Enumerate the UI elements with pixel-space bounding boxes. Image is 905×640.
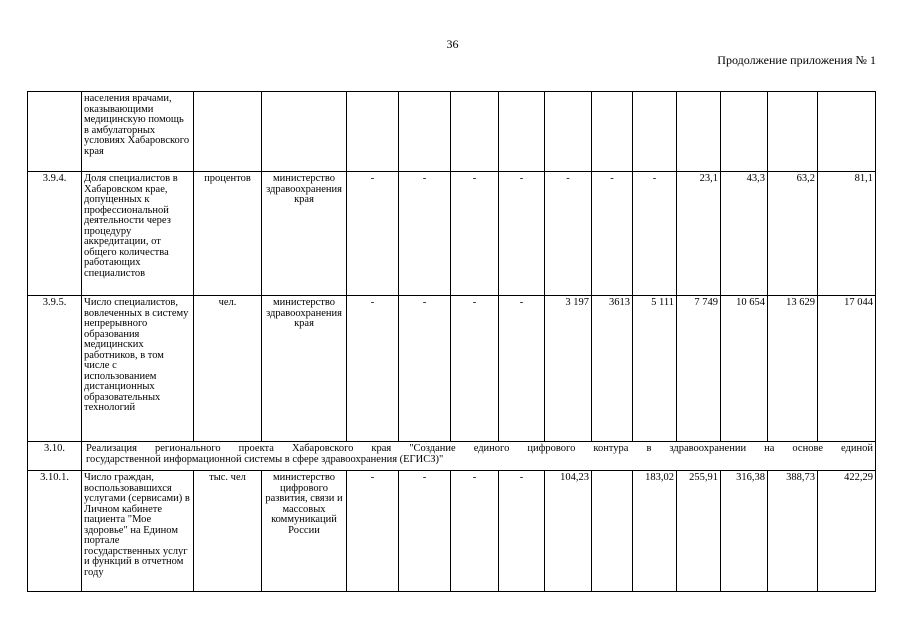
value-cell: - bbox=[633, 172, 677, 296]
value-cell: - bbox=[399, 471, 451, 592]
value-cell: 388,73 bbox=[768, 471, 818, 592]
value-cell: 43,3 bbox=[721, 172, 768, 296]
value-cell: 17 044 bbox=[818, 296, 876, 442]
unit: процентов bbox=[194, 172, 262, 296]
value-cell: 422,29 bbox=[818, 471, 876, 592]
value-cell: - bbox=[399, 172, 451, 296]
responsible: министерство здравоохранения края bbox=[262, 296, 347, 442]
value-cell: 104,23 bbox=[545, 471, 592, 592]
unit: тыс. чел bbox=[194, 471, 262, 592]
unit: чел. bbox=[194, 296, 262, 442]
continuation-label: Продолжение приложения № 1 bbox=[717, 53, 876, 67]
table-row bbox=[28, 172, 876, 296]
value-cell: - bbox=[451, 296, 499, 442]
value-cell: - bbox=[347, 172, 399, 296]
indicator-name: населения врачами, оказывающими медицинскую помощь в амбулаторных условиях Хабаровского края bbox=[82, 92, 194, 172]
value-cell: 3 197 bbox=[545, 296, 592, 442]
data-table bbox=[27, 91, 876, 592]
responsible: министерство здравоохранения края bbox=[262, 172, 347, 296]
table-row bbox=[28, 296, 876, 442]
section-title-line1: Реализация регионального проекта Хабаровского края "Создание единого цифрового контура в здравоохранении на основе единой bbox=[86, 443, 873, 454]
value-cell: 3613 bbox=[592, 296, 633, 442]
value-cell: - bbox=[451, 471, 499, 592]
value-cell: - bbox=[499, 172, 545, 296]
indicator-name: Число специалистов, вовлеченных в систему непрерывного образования медицинских работников, в том числе с использованием дистанционных образовательных технологий bbox=[82, 296, 194, 442]
table-row bbox=[28, 442, 876, 471]
responsible: министерство цифрового развития, связи и массовых коммуникаций России bbox=[262, 471, 347, 592]
indicator-name: Число граждан, воспользовавшихся услугами (сервисами) в Личном кабинете пациента "Мое здоровье" на Едином портале государственных услуг и функций в отчетном году bbox=[82, 471, 194, 592]
page-number: 36 bbox=[446, 37, 459, 51]
row-number: 3.10. bbox=[28, 442, 82, 471]
table-row bbox=[28, 92, 876, 172]
value-cell: 81,1 bbox=[818, 172, 876, 296]
value-cell bbox=[592, 471, 633, 592]
value-cell: - bbox=[451, 172, 499, 296]
value-cell: 10 654 bbox=[721, 296, 768, 442]
value-cell: 23,1 bbox=[677, 172, 721, 296]
value-cell: 183,02 bbox=[633, 471, 677, 592]
value-cell: 5 111 bbox=[633, 296, 677, 442]
value-cell: 63,2 bbox=[768, 172, 818, 296]
value-cell: - bbox=[347, 296, 399, 442]
value-cell: 255,91 bbox=[677, 471, 721, 592]
section-title-line2: государственной информационной системы в сфере здравоохранения (ЕГИСЗ)" bbox=[86, 453, 444, 465]
row-number: 3.9.5. bbox=[28, 296, 82, 442]
row-number: 3.9.4. bbox=[28, 172, 82, 296]
value-cell: - bbox=[499, 296, 545, 442]
value-cell: - bbox=[592, 172, 633, 296]
value-cell: - bbox=[545, 172, 592, 296]
value-cell: 7 749 bbox=[677, 296, 721, 442]
value-cell: 316,38 bbox=[721, 471, 768, 592]
value-cell: 13 629 bbox=[768, 296, 818, 442]
table-row bbox=[28, 471, 876, 592]
value-cell: - bbox=[347, 471, 399, 592]
section-title bbox=[82, 442, 876, 471]
value-cell: - bbox=[499, 471, 545, 592]
row-number: 3.10.1. bbox=[28, 471, 82, 592]
indicator-name: Доля специалистов в Хабаровском крае, допущенных к профессиональной деятельности через процедуру аккредитации, от общего количества работающих специалистов bbox=[82, 172, 194, 296]
value-cell: - bbox=[399, 296, 451, 442]
